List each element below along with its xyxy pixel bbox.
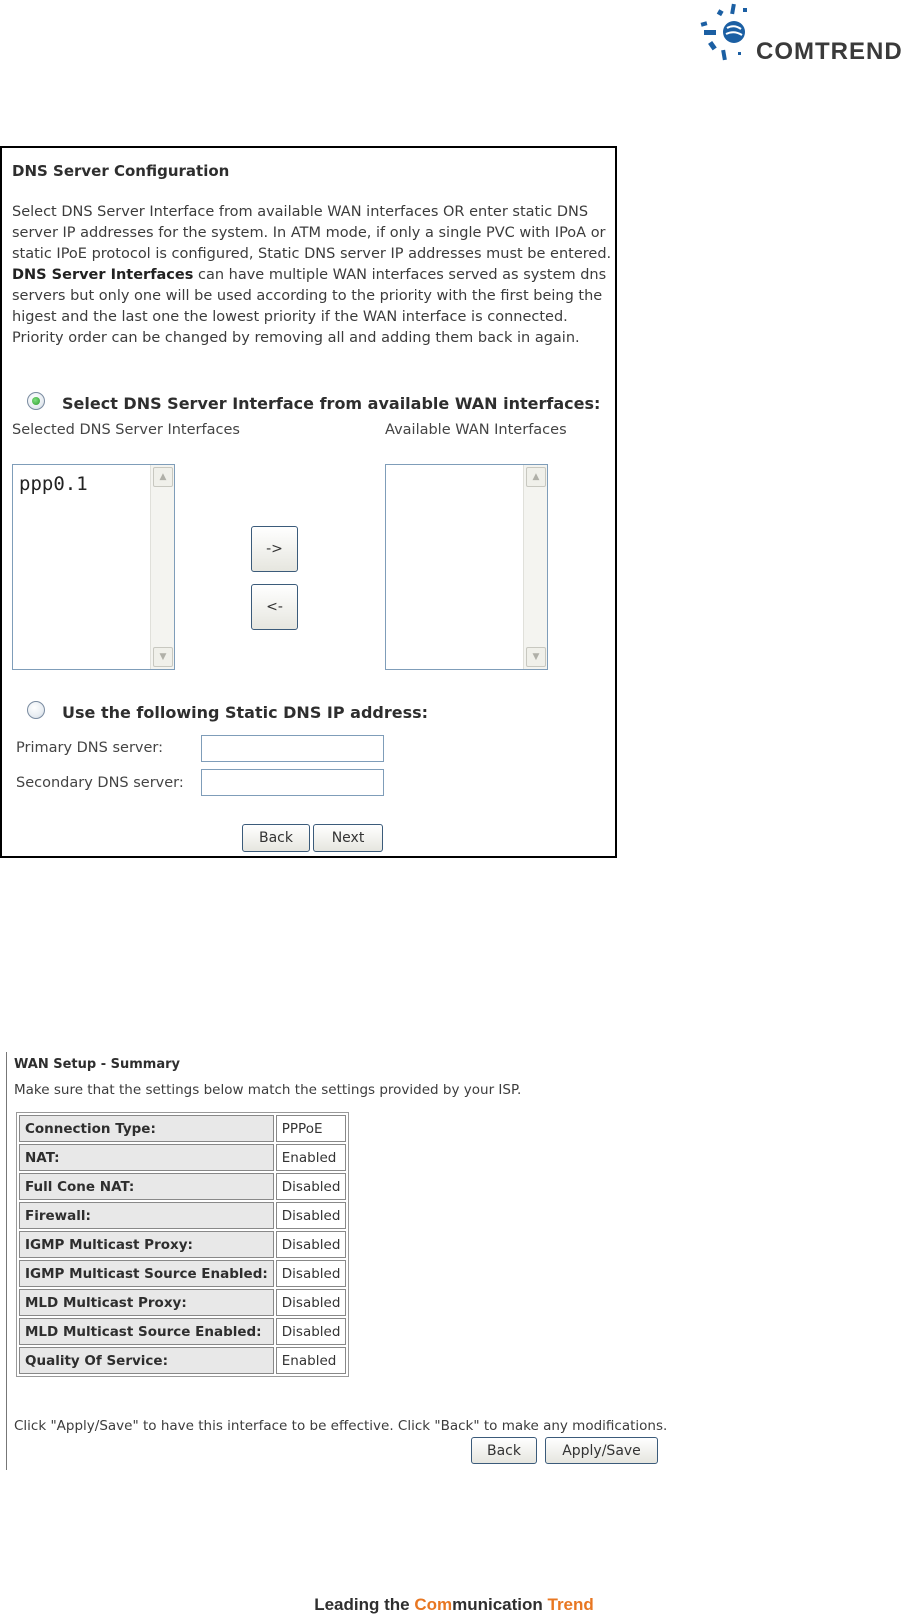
logo-text: COMTREND [756, 38, 903, 65]
footer-part3: munication [452, 1595, 548, 1614]
summary-key: MLD Multicast Proxy: [19, 1289, 274, 1316]
summary-key: Firewall: [19, 1202, 274, 1229]
summary-value: Enabled [276, 1347, 347, 1374]
summary-key: MLD Multicast Source Enabled: [19, 1318, 274, 1345]
next-button[interactable]: Next [313, 824, 383, 852]
back-button[interactable]: Back [242, 824, 310, 852]
radio-selected-dot [32, 397, 40, 405]
footer-part4: Trend [547, 1595, 594, 1614]
comtrend-logo-icon [698, 2, 756, 66]
summary-value: Disabled [276, 1231, 347, 1258]
table-row [19, 1115, 346, 1142]
summary-table [16, 1112, 349, 1377]
summary-value: PPPoE [276, 1115, 347, 1142]
footer-part1: Leading the [314, 1595, 415, 1614]
summary-key: Connection Type: [19, 1115, 274, 1142]
scroll-down-icon[interactable]: ▼ [153, 647, 173, 667]
scroll-down-icon[interactable]: ▼ [526, 647, 546, 667]
summary-description: Make sure that the settings below match the settings provided by your ISP. [14, 1082, 522, 1098]
option-dns-interface-label: Select DNS Server Interface from available WAN interfaces: [62, 394, 601, 413]
add-interface-button[interactable]: -> [251, 526, 298, 572]
table-row [19, 1289, 346, 1316]
table-row [19, 1260, 346, 1287]
primary-dns-label: Primary DNS server: [16, 740, 163, 756]
summary-value: Disabled [276, 1260, 347, 1287]
dns-title: DNS Server Configuration [12, 162, 230, 180]
scrollbar[interactable] [523, 465, 547, 669]
scroll-up-icon[interactable]: ▲ [526, 467, 546, 487]
summary-value: Disabled [276, 1318, 347, 1345]
dns-config-panel [0, 146, 617, 858]
dns-description-part2: can have multiple WAN interfaces served as system dns servers but only one will be used according to the priority with the first being the higest and the last one the lowest priority if the WAN interface is connected. Priority order can be changed by removing all and adding them back in again. [12, 267, 607, 346]
apply-save-button[interactable]: Apply/Save [545, 1437, 658, 1464]
table-row [19, 1202, 346, 1229]
available-interfaces-listbox[interactable] [385, 464, 548, 670]
summary-value: Disabled [276, 1173, 347, 1200]
dns-description-bold: DNS Server Interfaces [12, 267, 194, 283]
dns-description-part1: Select DNS Server Interface from available WAN interfaces OR enter static DNS server IP addresses for the system. In ATM mode, if only a single PVC with IPoA or static IPoE protocol is configured, Static DNS server IP addresses must be entered. [12, 204, 612, 262]
available-interfaces-label: Available WAN Interfaces [385, 422, 567, 438]
table-row [19, 1144, 346, 1171]
primary-dns-input[interactable] [201, 735, 384, 762]
scrollbar[interactable] [150, 465, 174, 669]
summary-value: Disabled [276, 1289, 347, 1316]
option-static-dns-label: Use the following Static DNS IP address: [62, 703, 429, 722]
remove-interface-button[interactable]: <- [251, 584, 298, 630]
footer-tagline [0, 1595, 908, 1615]
table-row [19, 1347, 346, 1374]
summary-key: Full Cone NAT: [19, 1173, 274, 1200]
secondary-dns-input[interactable] [201, 769, 384, 796]
summary-key: Quality Of Service: [19, 1347, 274, 1374]
summary-value: Disabled [276, 1202, 347, 1229]
comtrend-logo [698, 0, 908, 70]
secondary-dns-label: Secondary DNS server: [16, 775, 184, 791]
table-row [19, 1173, 346, 1200]
footer-part2: Com [414, 1595, 453, 1614]
summary-title: WAN Setup - Summary [14, 1057, 180, 1072]
radio-dns-interface[interactable] [27, 392, 45, 410]
summary-note: Click "Apply/Save" to have this interface to be effective. Click "Back" to make any modifications. [14, 1418, 668, 1434]
table-row [19, 1318, 346, 1345]
summary-left-border [6, 1052, 7, 1470]
table-row [19, 1231, 346, 1258]
radio-static-dns[interactable] [27, 701, 45, 719]
dns-description [12, 202, 612, 349]
scroll-up-icon[interactable]: ▲ [153, 467, 173, 487]
list-item[interactable]: ppp0.1 [19, 473, 88, 495]
summary-back-button[interactable]: Back [471, 1437, 537, 1464]
summary-key: NAT: [19, 1144, 274, 1171]
selected-interfaces-listbox[interactable] [12, 464, 175, 670]
summary-key: IGMP Multicast Source Enabled: [19, 1260, 274, 1287]
summary-value: Enabled [276, 1144, 347, 1171]
summary-key: IGMP Multicast Proxy: [19, 1231, 274, 1258]
selected-interfaces-label: Selected DNS Server Interfaces [12, 422, 240, 438]
